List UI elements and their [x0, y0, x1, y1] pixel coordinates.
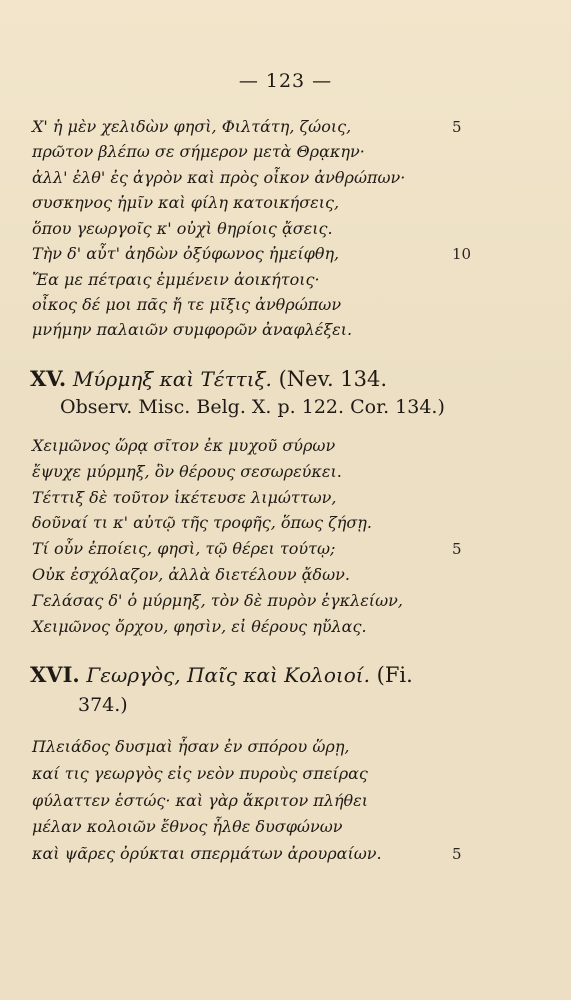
line-number: 5 — [452, 118, 462, 136]
fable-reference: (Fi. — [376, 663, 413, 687]
page-number: — 123 — — [238, 70, 333, 92]
fable-title: Γεωργὸς, Παῖς καὶ Κολοιοί. — [86, 663, 370, 687]
fable-numeral: XVI. — [30, 662, 80, 687]
verse-line: Χ' ἡ μὲν χελιδὼν φησὶ, Φιλτάτη, ζώοις, — [32, 117, 352, 136]
verse-line: Ἔα με πέτραις ἐμμένειν ἀοικήτοις· — [32, 270, 320, 289]
line-number: 10 — [452, 245, 472, 263]
verse-line: δοῦναί τι κ' αὐτῷ τῆς τροφῆς, ὅπως ζήσῃ. — [32, 513, 372, 532]
line-number: 5 — [452, 845, 462, 863]
verse-line: Οὐκ ἐσχόλαζον, ἀλλὰ διετέλουν ᾄδων. — [32, 565, 350, 584]
verse-line: ὅπου γεωργοῖς κ' οὐχὶ θηρίοις ᾄσεις. — [32, 219, 333, 238]
verse-line: πρῶτον βλέπω σε σήμερον μετὰ Θρᾳκην· — [32, 142, 365, 161]
verse-line: καὶ ψᾶρες ὀρύκται σπερμάτων ἀρουραίων. — [32, 844, 382, 863]
verse-line: Πλειάδος δυσμαὶ ἦσαν ἐν σπόρου ὥρῃ, — [32, 737, 350, 756]
fable-heading — [30, 368, 550, 390]
verse-line: Τέττιξ δὲ τοῦτον ἱκέτευσε λιμώττων, — [32, 488, 337, 507]
fable-reference-continued: 374.) — [78, 694, 128, 716]
verse-line: φύλαττεν ἑστώς· καὶ γὰρ ἄκριτον πλήθει — [32, 791, 369, 810]
verse-line: μνήμην παλαιῶν συμφορῶν ἀναφλέξει. — [32, 320, 353, 339]
verse-line: συσκηνος ἡμῖν καὶ φίλη κατοικήσεις, — [32, 193, 340, 212]
verse-line: Τί οὖν ἐποίεις, φησὶ, τῷ θέρει τούτῳ; — [32, 539, 336, 558]
verse-line: Τὴν δ' αὖτ' ἀηδὼν ὀξύφωνος ἠμείφθη, — [32, 244, 340, 263]
verse-line: ἀλλ' ἐλθ' ἐς ἀγρὸν καὶ πρὸς οἶκον ἀνθρώπων· — [32, 168, 406, 187]
verse-line: μέλαν κολοιῶν ἔθνος ἦλθε δυσφώνων — [32, 817, 343, 836]
fable-reference: (Nev. 134. — [278, 367, 388, 391]
verse-line: Χειμῶνος ὥρᾳ σῖτον ἐκ μυχοῦ σύρων — [32, 436, 336, 455]
fable-reference-continued: Observ. Misc. Belg. X. p. 122. Cor. 134.) — [60, 396, 445, 418]
verse-line: οἶκος δέ μοι πᾶς ἤ τε μῖξις ἀνθρώπων — [32, 295, 342, 314]
verse-line: ἔψυχε μύρμηξ, ὃν θέρους σεσωρεύκει. — [32, 462, 342, 481]
verse-line: Χειμῶνος ὄρχου, φησὶν, εἰ θέρους ηὔλας. — [32, 617, 367, 636]
line-number: 5 — [452, 540, 462, 558]
fable-heading — [30, 664, 550, 686]
verse-line: Γελάσας δ' ὁ μύρμηξ, τὸν δὲ πυρὸν ἐγκλείων, — [32, 591, 403, 610]
verse-line: καί τις γεωργὸς εἰς νεὸν πυροὺς σπείρας — [32, 764, 368, 783]
fable-title: Μύρμηξ καὶ Τέττιξ. — [72, 367, 272, 391]
fable-numeral: XV. — [30, 366, 67, 391]
